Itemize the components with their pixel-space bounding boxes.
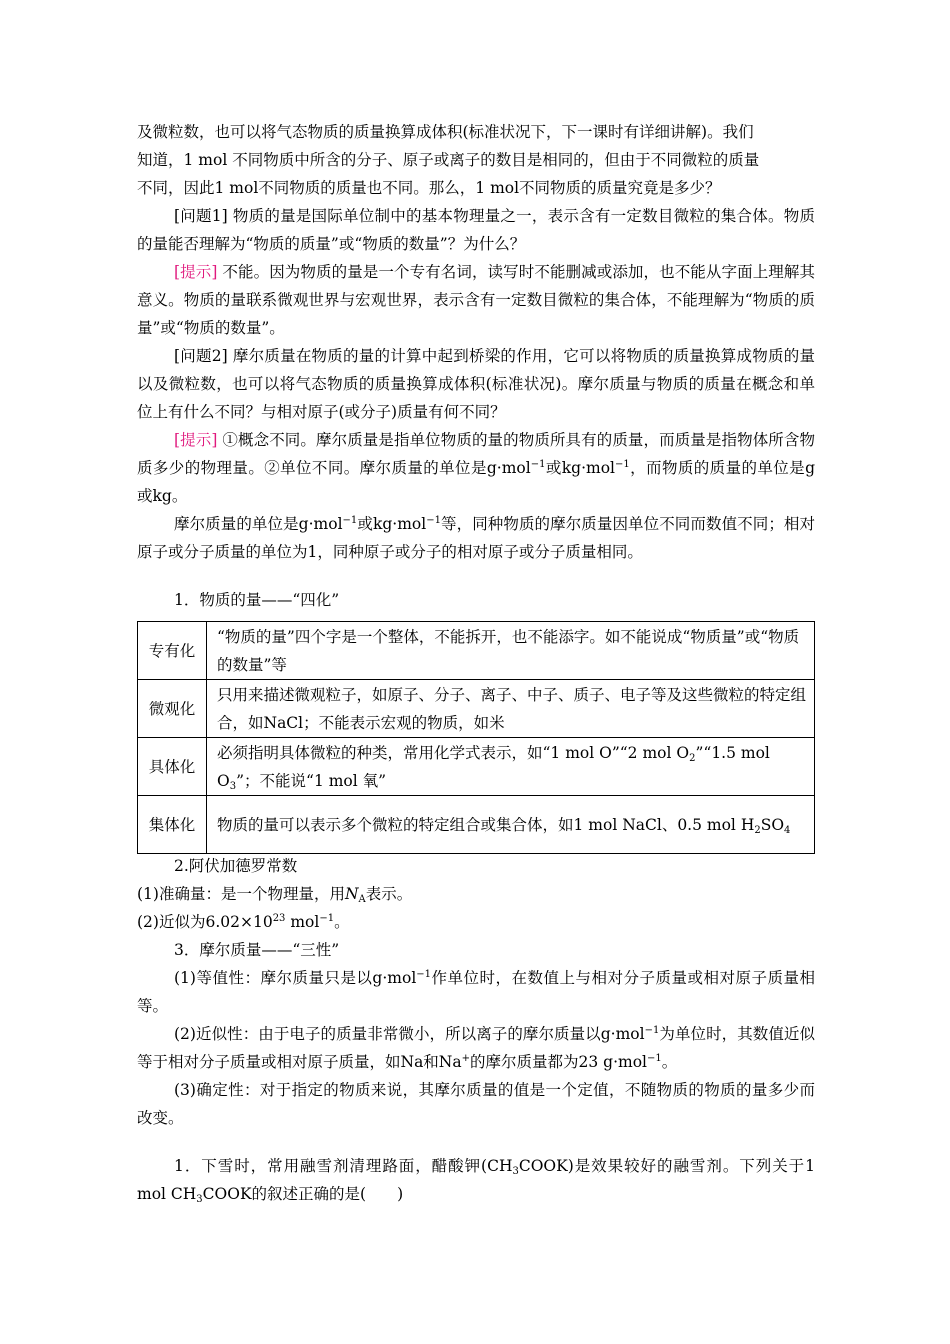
- table-cell-text-a: 物质的量可以表示多个微粒的特定组合或集合体，如1 mol NaCl、0.5 mol H: [217, 815, 755, 834]
- item-text: (2)近似为6.02×10: [137, 913, 273, 931]
- table-cell-text-b: SO: [760, 815, 785, 834]
- item-text: mol: [285, 913, 320, 931]
- summary-paragraph: [137, 510, 815, 566]
- item-text: 。: [334, 913, 350, 931]
- intro-line-3: 不同，因此1 mol不同物质的质量也不同。那么，1 mol不同物质的质量究竟是多少？: [137, 179, 721, 197]
- question-2: [137, 342, 815, 426]
- table-cell-sub-2: 4: [784, 824, 791, 836]
- intro-line-1: 及微粒数，也可以将气态物质的质量换算成体积(标准状况下，下一课时有详细讲解)。我们: [137, 123, 754, 141]
- section-3-item-1: [137, 964, 815, 1020]
- item-text: 表示。: [365, 885, 413, 903]
- section-3-item-2: [137, 1020, 815, 1076]
- item-text: 的摩尔质量都为23 g·mol: [470, 1053, 647, 1071]
- section-3-title-text: 3．摩尔质量——“三性”: [174, 941, 340, 959]
- exponent: −1: [319, 913, 335, 924]
- summary-text-b: 或kg·mol: [357, 515, 427, 533]
- section-2-title: 2.阿伏加德罗常数: [174, 857, 298, 875]
- section-3-item-3: [137, 1076, 815, 1132]
- table-cell-text-b: ”“1.5 mol O: [217, 743, 770, 790]
- item-text: (2)近似性：由于电子的质量非常微小，所以离子的摩尔质量以g·mol: [174, 1025, 645, 1043]
- section-2-item-2: [137, 913, 350, 931]
- summary-text-c: 等，同种物质的摩尔质量因单位不同而数值不同；相对原子或分子质量的单位为1，同种原子或分子的相对原子或分子质量相同。: [137, 515, 815, 561]
- table-value-cell: 只用来描述微观粒子，如原子、分子、离子、中子、质子、电子等及这些微粒的特定组合，如NaCl；不能表示宏观的物质，如米: [207, 680, 815, 738]
- question-1: [137, 202, 815, 258]
- item-text: 。: [661, 1053, 678, 1071]
- avogadro-symbol: N: [344, 885, 359, 903]
- summary-sup-2: −1: [426, 515, 441, 526]
- table-cell-sub-1: 2: [689, 752, 696, 764]
- summary-sup-1: −1: [342, 515, 358, 526]
- hint-2-text-a: ①概念不同。摩尔质量是指单位物质的量的物质所具有的质量，而质量是指物体所含物质多少的物理量。②单位不同。摩尔质量的单位是g·mol: [137, 431, 815, 477]
- item-text: (3)确定性：对于指定的物质来说，其摩尔质量的值是一个定值，不随物质的物质的量多少而改变。: [137, 1081, 815, 1127]
- section-1-title: [137, 586, 815, 614]
- table-value-cell: “物质的量”四个字是一个整体，不能拆开，也不能添字。如不能说成“物质量”或“物质的数量”等: [207, 622, 815, 680]
- item-text: (1)等值性：摩尔质量只是以g·mol: [174, 969, 417, 987]
- intro-line-2: 知道，1 mol 不同物质中所含的分子、原子或离子的数目是相同的，但由于不同微粒的质量: [137, 151, 760, 169]
- exercise-sub-1: 3: [512, 1166, 519, 1177]
- section-1-title-text: 1．物质的量——“四化”: [174, 591, 340, 609]
- exercise-1: [137, 1152, 815, 1208]
- hint-2-sup-1: −1: [530, 459, 546, 470]
- hint-2-text-b: 或kg·mol: [545, 459, 615, 477]
- exercise-text-b: COOK)是效果较好的融雪剂。下列关于1 mol CH: [137, 1157, 815, 1203]
- table-row: [138, 680, 815, 738]
- table-row: [138, 622, 815, 680]
- question-2-label: [问题2]: [174, 347, 228, 365]
- exponent: −1: [644, 1025, 660, 1036]
- exponent: 23: [272, 913, 286, 924]
- table-value-cell: [207, 738, 815, 796]
- exponent: −1: [416, 969, 432, 980]
- avogadro-subscript: A: [358, 894, 366, 905]
- item-text: 作单位时，在数值上与相对分子质量或相对原子质量相等。: [137, 969, 815, 1015]
- table-key-cell: 微观化: [138, 680, 207, 738]
- table-cell-text-a: 必须指明具体微粒的种类，常用化学式表示，如“1 mol O”“2 mol O: [217, 743, 690, 762]
- table-key-cell: 集体化: [138, 796, 207, 854]
- exercise-text-a: 1．下雪时，常用融雪剂清理路面，醋酸钾(CH: [174, 1157, 513, 1175]
- table-key-cell: 专有化: [138, 622, 207, 680]
- hint-1-text: 不能。因为物质的量是一个专有名词，读写时不能删减或添加，也不能从字面上理解其意义。物质的量联系微观世界与宏观世界，表示含有一定数目微粒的集合体，不能理解为“物质的质量”或“物质的数量”。: [137, 263, 815, 337]
- table-cell-sub-1: 2: [754, 824, 761, 836]
- question-1-label: [问题1]: [174, 207, 228, 225]
- exercise-sub-2: 3: [196, 1194, 203, 1205]
- hint-1-label: [提示]: [174, 263, 218, 281]
- item-text: 为单位时，其数值近似等于相对分子质量或相对原子质量，如Na和Na: [137, 1025, 815, 1071]
- hint-2-text-c: ，而物质的质量的单位是g或kg。: [137, 459, 816, 505]
- item-text: (1)准确量：是一个物理量，用: [137, 885, 345, 903]
- table-row: [138, 738, 815, 796]
- section-3-title: [137, 936, 815, 964]
- exercise-text-c: COOK的叙述正确的是( ): [202, 1185, 404, 1203]
- table-cell-text-c: ”；不能说“1 mol 氧”: [236, 771, 387, 790]
- hint-2: [137, 426, 815, 510]
- hint-1: [137, 258, 815, 342]
- hint-2-label: [提示]: [174, 431, 218, 449]
- table-cell-sub-2: 3: [229, 780, 237, 792]
- exponent: +: [461, 1053, 470, 1064]
- section-2-item-1: [137, 885, 412, 903]
- question-2-text: 摩尔质量在物质的量的计算中起到桥梁的作用，它可以将物质的质量换算成物质的量以及微粒数，也可以将气态物质的质量换算成体积(标准状况)。摩尔质量与物质的质量在概念和单位上有什么不同？与相对原子(或分子)质量有何不同？: [137, 347, 815, 421]
- table-row: [138, 796, 815, 854]
- table-value-cell: [207, 796, 815, 854]
- intro-paragraph: [137, 118, 815, 202]
- question-1-text: 物质的量是国际单位制中的基本物理量之一，表示含有一定数目微粒的集合体。物质的量能否理解为“物质的质量”或“物质的数量”？为什么？: [137, 207, 815, 253]
- summary-text-a: 摩尔质量的单位是g·mol: [174, 515, 343, 533]
- table-key-cell: 具体化: [138, 738, 207, 796]
- exponent: −1: [647, 1053, 662, 1064]
- section-2: [137, 852, 815, 936]
- four-aspects-table: [137, 621, 815, 854]
- hint-2-sup-2: −1: [615, 459, 630, 470]
